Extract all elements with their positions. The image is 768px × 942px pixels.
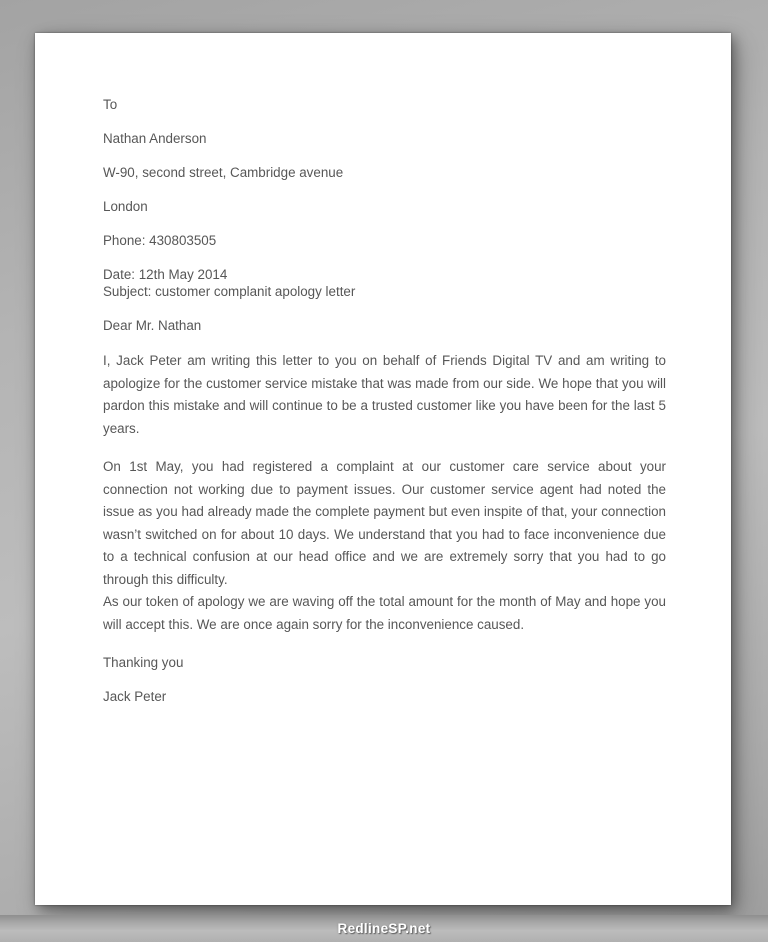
watermark-bar bbox=[0, 915, 768, 942]
recipient-street: W-90, second street, Cambridge avenue bbox=[103, 165, 344, 180]
recipient-label: To bbox=[103, 97, 118, 112]
recipient-city: London bbox=[103, 199, 148, 214]
letter-date: Date: 12th May 2014 bbox=[103, 267, 228, 282]
letter-subject: Subject: customer complanit apology letter bbox=[103, 284, 356, 299]
letter-paragraph-2: On 1st May, you had registered a complaint at our customer care service about your connection not working due to payment issues. Our customer service agent had noted the issue as you had already made the complete payment but even inspite of that, your connection wasn’t switched on for about 10 days. We understand that you had to face inconvenience due to a technical confusion at our head office and we are extremely sorry that you had to go through this difficulty. bbox=[103, 459, 666, 587]
letter-signature: Jack Peter bbox=[103, 689, 167, 704]
recipient-name: Nathan Anderson bbox=[103, 131, 207, 146]
letter-paragraph-3: As our token of apology we are waving off the total amount for the month of May and hope you will accept this. We are once again sorry for the inconvenience caused. bbox=[103, 594, 666, 632]
document-page bbox=[35, 33, 731, 905]
recipient-phone: Phone: 430803505 bbox=[103, 233, 217, 248]
watermark-label: RedlineSP.net bbox=[337, 921, 431, 936]
letter-paragraph-1: I, Jack Peter am writing this letter to you on behalf of Friends Digital TV and am writing to apologize for the customer service mistake that was made from our side. We hope that you will pardon this mistake and will continue to be a trusted customer like you have been for the last 5 years. bbox=[103, 353, 666, 436]
letter-salutation: Dear Mr. Nathan bbox=[103, 318, 202, 333]
letter-body bbox=[103, 96, 666, 705]
letter-closing: Thanking you bbox=[103, 655, 184, 670]
